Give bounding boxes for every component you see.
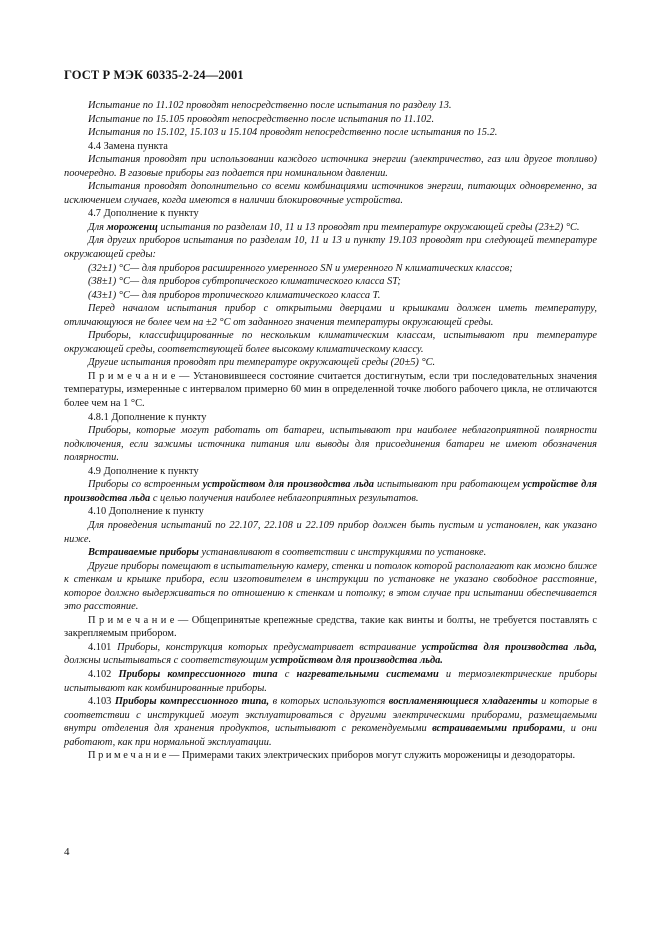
text-run: испытывают при работающем (373, 479, 523, 491)
section-heading: 4.4 Замена пункта (88, 140, 168, 152)
note-label: П р и м е ч а н и е (88, 750, 167, 762)
paragraph: Для других приборов испытания по разделам 10, 11 и 13 и пункту 19.103 проводят при следующей температуре окружающей среды: (64, 235, 597, 261)
text-run: должны испытываться с соответствующим (64, 655, 271, 667)
paragraph: Испытания проводят при использовании каждого источника энергии (электричество, газ или другое топливо) поочередно. В газовые приборы газ подается при номинальном давлении. (64, 154, 597, 179)
paragraph (64, 546, 597, 560)
paragraph: Другие испытания проводят при температуре окружающей среды (20±5) °С. (88, 357, 436, 369)
text-run: Приборы со встроенным (88, 479, 203, 491)
paragraph: Испытания проводят дополнительно со всеми комбинациями источников энергии, питающих одновременно, за исключением случаев, когда имеются в наличии блокировочные устройства. (64, 181, 597, 206)
clause (64, 695, 597, 749)
term: устройством для производства льда. (270, 655, 443, 667)
text-run: с целью получения наиболее неблагоприятных результатов. (150, 492, 419, 504)
paragraph: Перед началом испытания прибор с открытыми дверцами и крышками должен иметь температуру, отличающуюся не более чем на ±2 °С от заданного значения температуры окружающей среды. (64, 303, 597, 328)
clause-number: 4.101 (88, 641, 118, 653)
note-text: — Установившееся состояние считается достигнутым, если три последовательных значения температуры, измеренные с интервалом примерно 60 мин в определенной точке любого рабочего цикла, не отличаются более чем на 1 °С. (64, 370, 597, 410)
paragraph: Испытания по 15.102, 15.103 и 15.104 проводят непосредственно после испытания по 15.2. (88, 127, 498, 139)
section-heading: 4.8.1 Дополнение к пункту (88, 411, 207, 423)
document-body (64, 99, 597, 763)
text-run: и которые в соответствии с инструкцией могут эксплуатироваться с другими электрическими приборами, размещаемыми внутри отделения для хранения продуктов, испытывают с рекомендуемыми (64, 696, 598, 735)
list-item: (43±1) °С— для приборов тропического климатического класса T. (88, 289, 381, 301)
paragraph: Другие приборы помещают в испытательную камеру, стенки и потолок которой располагают как можно ближе к стенкам и крышке прибора, если изготовителем в инструкции по установке не указано свободное расстояние, которое должно выдерживаться по отношению к стенкам и потолку; в этом случае при испытании обеспечивается это расстояние. (64, 560, 597, 613)
text-run: и термоэлектрические приборы испытывают как комбинированные приборы. (64, 668, 597, 694)
note-text: — Примерами таких электрических приборов могут служить мороженицы и дезодораторы. (166, 750, 576, 762)
paragraph (64, 221, 597, 235)
note (64, 370, 597, 411)
list-item: (32±1) °С— для приборов расширенного умеренного SN и умеренного N климатических классов; (88, 262, 513, 274)
note (64, 749, 597, 763)
paragraph: Для проведения испытаний по 22.107, 22.108 и 22.109 прибор должен быть пустым и установлен, как указано ниже. (64, 519, 597, 545)
text-run: испытания по разделам 10, 11 и 13 проводят при температуре окружающей среды (23±2) °С. (157, 221, 580, 233)
term: устройстве для производства льда (64, 479, 598, 504)
text-run: Приборы, конструкция которых предусматривает встраивание (117, 641, 422, 653)
section-heading: 4.10 Дополнение к пункту (88, 506, 204, 518)
list-item: (38±1) °С— для приборов субтропического климатического класса ST; (88, 276, 401, 288)
paragraph: Приборы, классифицированные по нескольким климатическим классам, испытывают при температуре окружающей среды, соответствующей более высокому климатическому классу. (64, 330, 597, 355)
text-run: устанавливают в соответствии с инструкциями по установке. (198, 547, 487, 559)
paragraph: Испытание по 15.105 проводят непосредственно после испытания по 11.102. (88, 113, 435, 125)
section-heading: 4.7 Дополнение к пункту (88, 208, 199, 220)
note-label: П р и м е ч а н и е (88, 614, 175, 626)
term: Приборы компрессионного типа, (114, 696, 270, 708)
section-heading: 4.9 Дополнение к пункту (88, 465, 199, 477)
term: Приборы компрессионного типа (118, 668, 278, 680)
clause (64, 641, 597, 668)
note-text: — Общепринятые крепежные средства, такие как винты и болты, не требуется поставлять с закрепляемым прибором. (64, 614, 597, 640)
term: устройством для производства льда (202, 479, 374, 491)
page-header: ГОСТ Р МЭК 60335-2-24—2001 (64, 68, 244, 82)
term: устройства для производства льда, (421, 641, 597, 653)
text-run: Для (88, 221, 107, 233)
note (64, 614, 597, 641)
clause-number: 4.103 (88, 696, 115, 708)
text-run: в которых используются (269, 696, 389, 708)
clause-number: 4.102 (88, 668, 119, 680)
term: воспламеняющиеся хладагенты (388, 696, 538, 708)
paragraph: Испытание по 11.102 проводят непосредственно после испытания по разделу 13. (88, 100, 452, 111)
text-run: , и они работают, как при нормальной эксплуатации. (64, 723, 597, 748)
page-number: 4 (64, 846, 70, 858)
text-run: с (277, 668, 297, 680)
clause (64, 668, 597, 695)
term: нагревательными системами (296, 668, 439, 680)
paragraph: Приборы, которые могут работать от батареи, испытывают при наиболее неблагоприятной полярности подключения, если зажимы источника питания или выводы для присоединения батареи не имеют обозначения полярности. (64, 425, 597, 464)
term: Встраиваемые приборы (88, 547, 199, 559)
term: мороженщ (106, 221, 158, 233)
paragraph (64, 478, 597, 505)
note-label: П р и м е ч а н и е (88, 370, 176, 382)
term: встраиваемыми приборами (432, 723, 563, 735)
